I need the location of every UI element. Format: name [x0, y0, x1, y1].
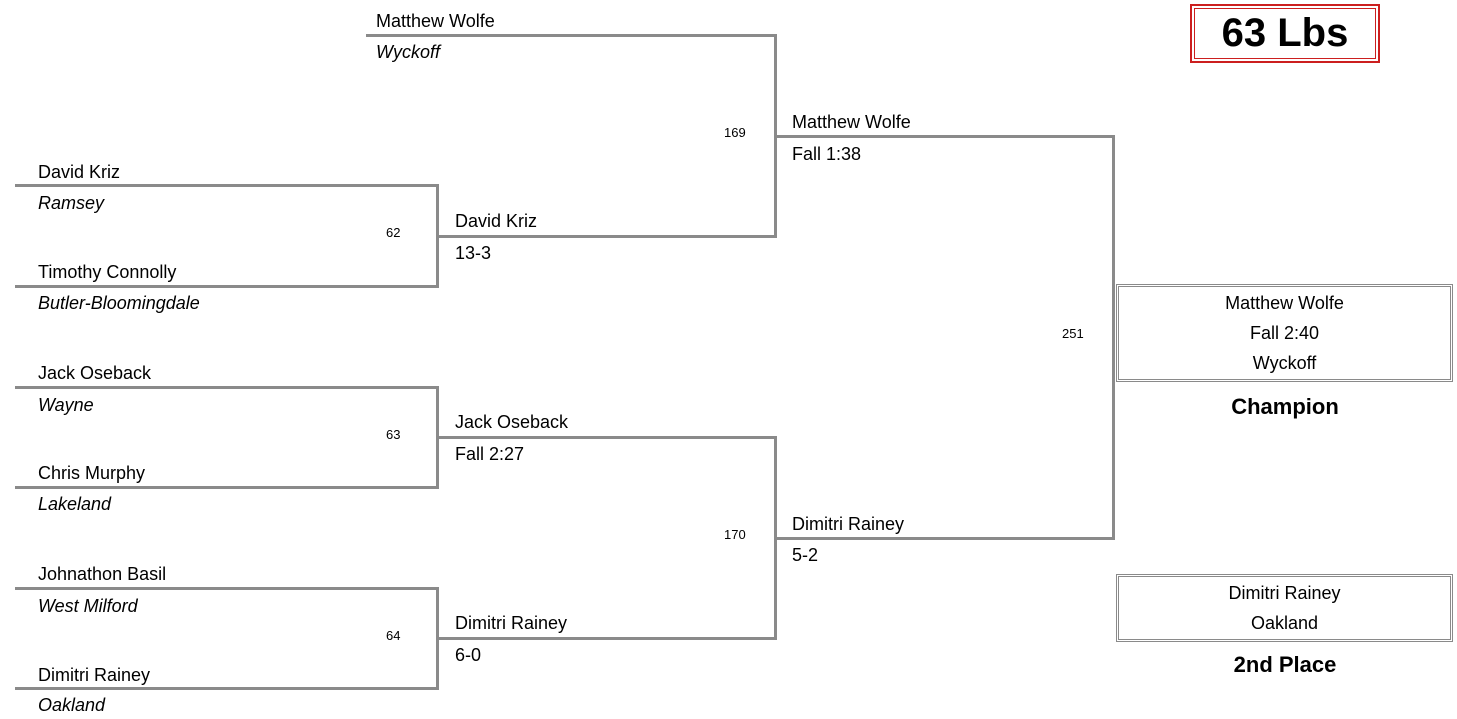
bye-entry-name: Matthew Wolfe	[376, 11, 495, 31]
champion-result: Fall 2:40	[1249, 323, 1320, 343]
champion-name: Matthew Wolfe	[1225, 293, 1344, 313]
wrestler-name: Jack Oseback	[38, 363, 152, 383]
bracket-line	[436, 637, 777, 640]
wrestler-team: Ramsey	[38, 193, 105, 213]
bracket-line	[15, 285, 439, 288]
wrestler-team: West Milford	[38, 596, 138, 616]
champion-team: Wyckoff	[1252, 353, 1317, 373]
winner-name: Jack Oseback	[455, 412, 569, 432]
second-place-box	[1116, 574, 1453, 642]
winner-result: 5-2	[792, 545, 819, 565]
bracket-line	[436, 235, 777, 238]
bracket-line	[15, 486, 439, 489]
winner-name: Matthew Wolfe	[792, 112, 911, 132]
bye-entry-team: Wyckoff	[376, 42, 441, 62]
winner-result: Fall 2:27	[455, 444, 525, 464]
wrestler-name: Timothy Connolly	[38, 262, 177, 282]
winner-name: David Kriz	[455, 211, 538, 231]
weight-class-title: 63 Lbs	[1190, 4, 1380, 63]
bracket-connector	[1112, 135, 1115, 540]
winner-name: Dimitri Rainey	[792, 514, 905, 534]
winner-name: Dimitri Rainey	[455, 613, 568, 633]
bout-number: 170	[724, 527, 746, 542]
wrestler-team: Oakland	[38, 695, 106, 715]
bracket-line	[774, 537, 1115, 540]
winner-result: Fall 1:38	[792, 144, 862, 164]
bracket-line	[15, 587, 439, 590]
bracket-line	[15, 184, 439, 187]
bout-number: 62	[386, 225, 401, 240]
bout-number: 63	[386, 427, 401, 442]
second-place-label: 2nd Place	[1233, 652, 1337, 677]
wrestler-name: Johnathon Basil	[38, 564, 167, 584]
wrestler-name: Chris Murphy	[38, 463, 146, 483]
bracket-line	[15, 386, 439, 389]
bout-number: 64	[386, 628, 401, 643]
winner-result: 6-0	[455, 645, 482, 665]
bracket-line	[366, 34, 777, 37]
champion-box	[1116, 284, 1453, 382]
bracket-line	[15, 687, 439, 690]
second-place-team: Oakland	[1250, 613, 1319, 633]
second-place-name: Dimitri Rainey	[1228, 583, 1341, 603]
bracket-line	[774, 135, 1115, 138]
bracket-line	[436, 436, 777, 439]
wrestler-team: Lakeland	[38, 494, 112, 514]
winner-result: 13-3	[455, 243, 492, 263]
wrestler-team: Butler-Bloomingdale	[38, 293, 200, 313]
bout-number: 251	[1062, 326, 1084, 341]
wrestler-name: Dimitri Rainey	[38, 665, 151, 685]
wrestler-name: David Kriz	[38, 162, 121, 182]
bout-number: 169	[724, 125, 746, 140]
wrestler-team: Wayne	[38, 395, 94, 415]
champion-label: Champion	[1231, 394, 1339, 419]
